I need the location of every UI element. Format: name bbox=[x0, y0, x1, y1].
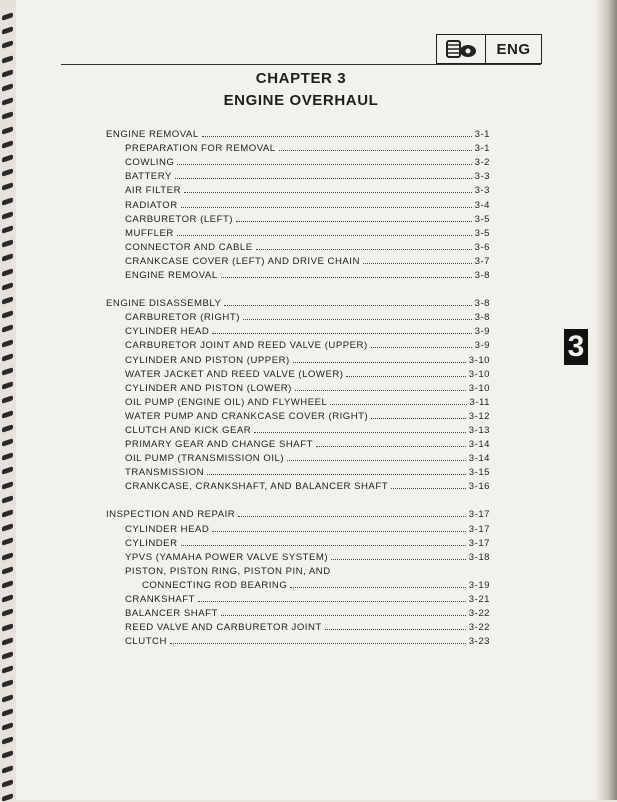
binding-coil bbox=[2, 566, 13, 575]
dot-leader bbox=[181, 545, 466, 546]
dot-leader bbox=[295, 390, 466, 391]
toc-entry bbox=[106, 351, 490, 365]
toc-page-number: 3-3 bbox=[474, 185, 490, 197]
toc-entry bbox=[106, 267, 490, 281]
binding-coil bbox=[2, 367, 13, 376]
binding-coil bbox=[2, 268, 13, 277]
toc-page-number: 3-5 bbox=[474, 227, 490, 239]
toc-entry-label: WATER PUMP AND CRANKCASE COVER (RIGHT) bbox=[125, 410, 369, 422]
binding-coil bbox=[2, 665, 13, 674]
dot-leader bbox=[346, 376, 465, 377]
binding-coil bbox=[2, 381, 13, 390]
dot-leader bbox=[391, 488, 466, 489]
toc-section-heading bbox=[106, 295, 490, 309]
toc-entry-label: CYLINDER AND PISTON (UPPER) bbox=[125, 354, 290, 366]
toc-entry-label: CYLINDER AND PISTON (LOWER) bbox=[125, 382, 292, 394]
toc-entry bbox=[106, 464, 490, 478]
toc-entry-label: BALANCER SHAFT bbox=[125, 608, 218, 620]
binding-coil bbox=[2, 609, 13, 618]
toc-page-number: 3-8 bbox=[474, 270, 490, 282]
dot-leader bbox=[330, 404, 466, 405]
dot-leader bbox=[212, 531, 465, 532]
toc-entry bbox=[106, 196, 490, 210]
toc-page-number: 3-17 bbox=[468, 537, 490, 549]
binding-coil bbox=[2, 509, 13, 518]
toc-page-number: 3-8 bbox=[474, 298, 490, 310]
binding-coil bbox=[2, 552, 13, 561]
toc-section-heading bbox=[106, 126, 490, 140]
toc-page-number: 3-13 bbox=[468, 424, 490, 436]
toc-entry-label: COWLING bbox=[125, 157, 175, 169]
binding-coil bbox=[2, 765, 13, 774]
toc-page-number: 3-18 bbox=[468, 551, 490, 563]
binding-coil bbox=[2, 736, 13, 745]
toc-page-number: 3-16 bbox=[468, 481, 490, 493]
binding-coil bbox=[2, 41, 13, 50]
binding-coil bbox=[2, 396, 13, 405]
toc-entry bbox=[106, 225, 490, 239]
toc-page-number: 3-9 bbox=[474, 326, 490, 338]
toc-entry-label: CLUTCH AND KICK GEAR bbox=[125, 424, 252, 436]
toc-entry bbox=[106, 577, 490, 591]
toc-entry-label: CYLINDER HEAD bbox=[125, 523, 210, 535]
dot-leader bbox=[238, 516, 466, 517]
binding-coil bbox=[2, 239, 13, 248]
toc-entry-label: CARBURETOR (LEFT) bbox=[125, 213, 233, 225]
binding-coil bbox=[2, 69, 13, 78]
toc-page-number: 3-22 bbox=[468, 622, 490, 634]
toc-entry bbox=[106, 253, 490, 267]
toc-page-number: 3-10 bbox=[468, 354, 490, 366]
binding-coil bbox=[2, 26, 13, 35]
toc-entry bbox=[106, 168, 490, 182]
toc-entry-label: PISTON, PISTON RING, PISTON PIN, AND bbox=[125, 565, 331, 577]
page-edge-shadow bbox=[595, 0, 617, 800]
chapter-tab: 3 bbox=[564, 329, 588, 365]
toc-entry bbox=[106, 478, 490, 492]
binding-coil bbox=[2, 126, 13, 135]
binding-coil bbox=[2, 523, 13, 532]
binding-coil bbox=[2, 495, 13, 504]
toc-page-number: 3-14 bbox=[468, 439, 490, 451]
section-gap bbox=[106, 492, 490, 506]
toc-page-number: 3-10 bbox=[468, 368, 490, 380]
binding-coil bbox=[2, 481, 13, 490]
toc-page-number: 3-19 bbox=[468, 579, 490, 591]
binding-coil bbox=[2, 154, 13, 163]
toc-page-number: 3-12 bbox=[468, 410, 490, 422]
toc-entry bbox=[106, 366, 490, 380]
binding-coil bbox=[2, 353, 13, 362]
toc-entry bbox=[106, 563, 490, 577]
dot-leader bbox=[325, 629, 466, 630]
toc-entry-label: CONNECTOR AND CABLE bbox=[125, 241, 253, 253]
toc-entry-label: ENGINE DISASSEMBLY bbox=[106, 298, 222, 310]
dot-leader bbox=[184, 192, 472, 193]
toc-entry-label: CARBURETOR JOINT AND REED VALVE (UPPER) bbox=[125, 340, 368, 352]
toc-entry-label: ENGINE REMOVAL bbox=[125, 270, 218, 282]
binding-coil bbox=[2, 594, 13, 603]
toc-entry-label: RADIATOR bbox=[125, 199, 178, 211]
binding-coil bbox=[2, 708, 13, 717]
dot-leader bbox=[290, 587, 465, 588]
toc-page-number: 3-10 bbox=[468, 382, 490, 394]
toc-entry bbox=[106, 605, 490, 619]
binding-coil bbox=[2, 452, 13, 461]
toc-entry bbox=[106, 140, 490, 154]
dot-leader bbox=[177, 235, 472, 236]
toc-page-number: 3-2 bbox=[474, 157, 490, 169]
dot-leader bbox=[293, 362, 466, 363]
dot-leader bbox=[202, 136, 472, 137]
toc-entry bbox=[106, 436, 490, 450]
dot-leader bbox=[224, 305, 471, 306]
dot-leader bbox=[236, 221, 472, 222]
toc-page-number: 3-1 bbox=[474, 129, 490, 141]
toc-page-number: 3-14 bbox=[468, 453, 490, 465]
binding-coil bbox=[2, 296, 13, 305]
toc-entry-label: CARBURETOR (RIGHT) bbox=[125, 312, 240, 324]
toc-entry bbox=[106, 549, 490, 563]
binding-coil bbox=[2, 254, 13, 263]
dot-leader bbox=[363, 263, 472, 264]
dot-leader bbox=[279, 150, 472, 151]
toc-page-number: 3-4 bbox=[474, 199, 490, 211]
binding-coil bbox=[2, 410, 13, 419]
toc-entry-label: REED VALVE AND CARBURETOR JOINT bbox=[125, 622, 322, 634]
toc-entry bbox=[106, 154, 490, 168]
binding-coil bbox=[2, 623, 13, 632]
binding-coil bbox=[2, 751, 13, 760]
toc-page-number: 3-6 bbox=[474, 241, 490, 253]
toc-entry-label: YPVS (YAMAHA POWER VALVE SYSTEM) bbox=[125, 551, 329, 563]
dot-leader bbox=[221, 615, 466, 616]
binding-coil bbox=[2, 197, 13, 206]
toc-entry-label: INSPECTION AND REPAIR bbox=[106, 509, 236, 521]
section-gap bbox=[106, 281, 490, 295]
binding-coil bbox=[2, 183, 13, 192]
section-header-box bbox=[436, 34, 542, 64]
toc-entry bbox=[106, 408, 490, 422]
binding-coil bbox=[2, 168, 13, 177]
toc-entry bbox=[106, 394, 490, 408]
chapter-name-title: ENGINE OVERHAUL bbox=[223, 92, 379, 109]
dot-leader bbox=[207, 474, 466, 475]
toc-entry-label: CRANKSHAFT bbox=[125, 594, 196, 605]
binding-coil bbox=[2, 424, 13, 433]
toc-entry-label: AIR FILTER bbox=[125, 185, 181, 197]
toc-entry bbox=[106, 450, 490, 464]
toc-entry-label: OIL PUMP (ENGINE OIL) AND FLYWHEEL bbox=[125, 396, 328, 408]
toc-section-heading bbox=[106, 506, 490, 520]
toc-entry-label: CRANKCASE COVER (LEFT) AND DRIVE CHAIN bbox=[125, 255, 360, 267]
binding-coil bbox=[2, 325, 13, 334]
dot-leader bbox=[181, 207, 472, 208]
toc-entry bbox=[106, 337, 490, 351]
binding-coil bbox=[2, 140, 13, 149]
toc-page-number: 3-3 bbox=[474, 171, 490, 183]
toc-page-number: 3-17 bbox=[468, 509, 490, 521]
header-rule bbox=[61, 64, 541, 65]
toc-entry-label: CRANKCASE, CRANKSHAFT, AND BALANCER SHAFT bbox=[125, 481, 389, 493]
toc-entry-label: PRIMARY GEAR AND CHANGE SHAFT bbox=[125, 439, 313, 451]
toc-entry-label: CYLINDER bbox=[125, 537, 178, 549]
toc-entry-label: MUFFLER bbox=[125, 227, 174, 239]
binding-coil bbox=[2, 538, 13, 547]
binding-coil bbox=[2, 580, 13, 589]
toc-page-number: 3-23 bbox=[468, 636, 490, 648]
binding-coil bbox=[2, 282, 13, 291]
dot-leader bbox=[331, 559, 466, 560]
toc-entry bbox=[106, 211, 490, 225]
toc-entry-label: OIL PUMP (TRANSMISSION OIL) bbox=[125, 453, 285, 465]
toc-entry bbox=[106, 535, 490, 549]
binding-coil bbox=[2, 12, 13, 21]
dot-leader bbox=[371, 347, 472, 348]
binding-coil bbox=[2, 779, 13, 788]
binding-coil bbox=[2, 694, 13, 703]
toc-entry bbox=[106, 380, 490, 394]
toc-page-number: 3-17 bbox=[468, 523, 490, 535]
toc-entry bbox=[106, 619, 490, 633]
binding-coil bbox=[2, 112, 13, 121]
toc-entry-label: TRANSMISSION bbox=[125, 467, 205, 479]
dot-leader bbox=[170, 643, 466, 644]
toc-page-number: 3-11 bbox=[469, 396, 490, 408]
section-label: ENG bbox=[496, 40, 531, 58]
dot-leader bbox=[254, 432, 466, 433]
binding-coil bbox=[2, 211, 13, 220]
toc-page-number: 3-7 bbox=[474, 255, 490, 267]
toc-entry bbox=[106, 182, 490, 196]
toc-entry-label: PREPARATION FOR REMOVAL bbox=[125, 143, 276, 155]
binding-coil bbox=[2, 225, 13, 234]
toc-entry-label: CLUTCH bbox=[125, 636, 167, 648]
binding-coil bbox=[2, 438, 13, 447]
binding-coil bbox=[2, 722, 13, 731]
dot-leader bbox=[198, 601, 466, 602]
spiral-binding bbox=[0, 0, 16, 800]
dot-leader bbox=[256, 249, 472, 250]
binding-coil bbox=[2, 680, 13, 689]
dot-leader bbox=[212, 333, 471, 334]
toc-entry bbox=[106, 520, 490, 534]
engine-cylinder-icon bbox=[437, 35, 486, 63]
dot-leader bbox=[316, 446, 466, 447]
toc-entry-label: CYLINDER HEAD bbox=[125, 326, 210, 338]
table-of-contents bbox=[106, 126, 490, 647]
binding-coil bbox=[2, 651, 13, 660]
binding-coil bbox=[2, 83, 13, 92]
toc-entry bbox=[106, 323, 490, 337]
toc-entry-label: BATTERY bbox=[125, 171, 172, 183]
binding-coil bbox=[2, 55, 13, 64]
dot-leader bbox=[371, 418, 466, 419]
toc-page-number: 3-5 bbox=[474, 213, 490, 225]
toc-entry bbox=[106, 633, 490, 647]
toc-page-number: 3-22 bbox=[468, 608, 490, 620]
binding-coil bbox=[2, 467, 13, 476]
binding-coil bbox=[2, 793, 13, 802]
dot-leader bbox=[177, 164, 471, 165]
toc-entry bbox=[106, 422, 490, 436]
toc-page-number: 3-15 bbox=[468, 467, 490, 479]
toc-page-number: 3-1 bbox=[474, 143, 490, 155]
toc-entry bbox=[106, 309, 490, 323]
toc-entry-label: CONNECTING ROD BEARING bbox=[142, 579, 288, 591]
binding-coil bbox=[2, 339, 13, 348]
dot-leader bbox=[221, 277, 472, 278]
toc-page-number: 3-9 bbox=[474, 340, 490, 352]
dot-leader bbox=[243, 319, 472, 320]
toc-page-number: 3-8 bbox=[474, 312, 490, 324]
chapter-number-title: CHAPTER 3 bbox=[255, 70, 347, 87]
toc-entry bbox=[106, 239, 490, 253]
toc-entry bbox=[106, 591, 490, 605]
binding-coil bbox=[2, 637, 13, 646]
dot-leader bbox=[287, 460, 466, 461]
binding-coil bbox=[2, 310, 13, 319]
dot-leader bbox=[175, 178, 472, 179]
toc-entry-label: ENGINE REMOVAL bbox=[106, 129, 199, 141]
toc-entry-label: WATER JACKET AND REED VALVE (LOWER) bbox=[125, 368, 344, 380]
toc-page-number: 3-21 bbox=[468, 594, 490, 605]
binding-coil bbox=[2, 97, 13, 106]
